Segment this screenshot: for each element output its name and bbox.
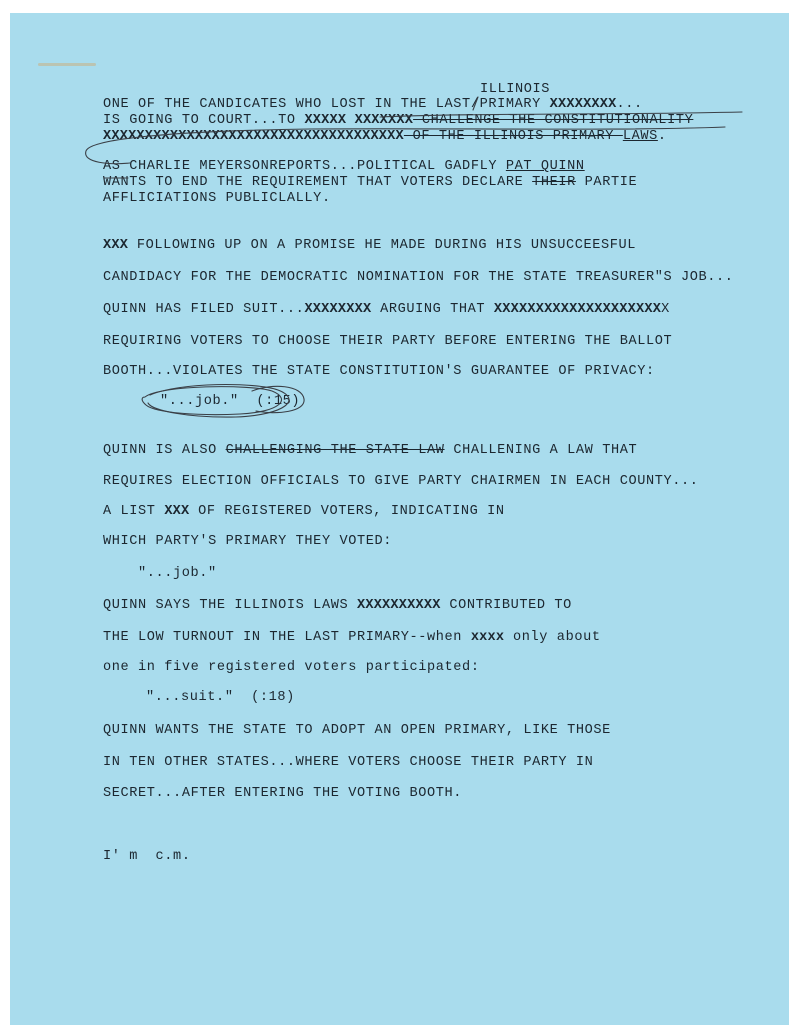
body1-line-1-text: FOLLOWING UP ON A PROMISE HE MADE DURING HIS UNSUCCEESFUL <box>128 238 637 253</box>
lead-line-1 <box>103 97 643 113</box>
body3-line-1 <box>103 598 572 614</box>
body2-line-4: WHICH PARTY'S PRIMARY THEY VOTED: <box>103 534 392 549</box>
body1-line-3-end: X <box>661 302 670 317</box>
intro-line-2-end: PARTIE <box>575 175 638 190</box>
lead-line-3-xout: XXXXXXXXXXXXXXXXXXXXXXXXXXXXXXXXXXXX <box>103 129 404 144</box>
body3-line-1-xout: XXXXXXXXXX <box>356 598 441 613</box>
body1-line-5: BOOTH...VIOLATES THE STATE CONSTITUTION'S GUARANTEE OF PRIVACY: <box>103 364 655 379</box>
intro-line-1-name: PAT QUINN <box>505 159 585 174</box>
body1-line-2: CANDIDACY FOR THE DEMOCRATIC NOMINATION FOR THE STATE TREASURER"S JOB... <box>103 270 734 285</box>
body3-line-1-end: CONTRIBUTED TO <box>440 598 572 613</box>
body1-line-1-xout: XXX <box>103 238 129 253</box>
body4-line-3: SECRET...AFTER ENTERING THE VOTING BOOTH. <box>103 786 463 801</box>
body2-line-1-struck: CHALLENGING THE STATE LAW <box>225 443 445 458</box>
paper-smudge <box>38 63 96 66</box>
lead-line-2-struck: CHALLENGE THE CONSTITUTIONALITY <box>413 113 694 128</box>
intro-line-2 <box>103 175 637 191</box>
script-page <box>10 13 789 1025</box>
body3-cue: "...suit." (:18) <box>146 690 295 705</box>
lead-line-1-ellipsis: ... <box>616 97 643 112</box>
body1-line-3-xout-1: XXXXXXXX <box>304 302 372 317</box>
body3-line-2 <box>103 630 601 646</box>
body2-line-1-text: QUINN IS ALSO <box>103 443 226 458</box>
body4-line-2: IN TEN OTHER STATES...WHERE VOTERS CHOOSE THEIR PARTY IN <box>103 755 594 770</box>
body4-line-1: QUINN WANTS THE STATE TO ADOPT AN OPEN PRIMARY, LIKE THOSE <box>103 723 611 738</box>
body2-cue: "...job." <box>138 566 217 581</box>
intro-line-2-struck: THEIR <box>532 175 576 190</box>
lead-line-2-text: IS GOING TO COURT...TO <box>103 113 305 128</box>
lead-line-3-period: . <box>657 129 667 144</box>
intro-line-1-text: AS CHARLIE MEYERSONREPORTS...POLITICAL GADFLY <box>103 159 506 174</box>
header-word: ILLINOIS <box>480 82 551 97</box>
intro-line-3: AFFLICIATIONS PUBLICLALLY. <box>103 191 331 206</box>
lead-line-3-struck: OF THE ILLINOIS PRIMARY <box>403 129 623 144</box>
body2-line-3-xout: XXX <box>164 504 190 519</box>
intro-line-2-text: WANTS TO END THE REQUIREMENT THAT VOTERS DECLARE <box>103 175 533 190</box>
body1-line-3 <box>103 302 670 318</box>
body2-line-1-end: CHALLENING A LAW THAT <box>444 443 638 458</box>
body2-line-3-text: A LIST <box>103 504 165 519</box>
body3-line-2-xout: xxxx <box>470 630 505 645</box>
lead-line-3-laws: LAWS <box>622 129 658 144</box>
body3-line-2-end: only about <box>504 630 601 645</box>
intro-line-1 <box>103 159 585 175</box>
body1-line-3-mid: ARGUING THAT <box>371 302 494 317</box>
body1-line-1 <box>103 238 636 254</box>
body2-line-1 <box>103 443 637 459</box>
body2-line-3-end: OF REGISTERED VOTERS, INDICATING IN <box>189 504 505 519</box>
lead-line-2-xout: XXXXX XXXXXXX <box>304 113 414 128</box>
body2-line-2: REQUIRES ELECTION OFFICIALS TO GIVE PARTY CHAIRMEN IN EACH COUNTY... <box>103 474 699 489</box>
lead-line-1-text: ONE OF THE CANDICATES WHO LOST IN THE LAST/PRIMARY <box>103 97 550 112</box>
body1-line-4: REQUIRING VOTERS TO CHOOSE THEIR PARTY BEFORE ENTERING THE BALLOT <box>103 334 673 349</box>
body1-line-3-xout-2: XXXXXXXXXXXXXXXXXXXX <box>493 302 662 317</box>
body3-line-3: one in five registered voters participated: <box>103 660 480 675</box>
signoff: I' m c.m. <box>103 849 191 864</box>
body1-cue: "...job." (:15) <box>160 394 301 409</box>
lead-line-2 <box>103 113 693 129</box>
body1-line-3-text: QUINN HAS FILED SUIT... <box>103 302 305 317</box>
lead-line-1-xout: XXXXXXXX <box>549 97 617 112</box>
body3-line-1-text: QUINN SAYS THE ILLINOIS LAWS <box>103 598 357 613</box>
lead-line-3 <box>103 129 667 145</box>
body3-line-2-text: THE LOW TURNOUT IN THE LAST PRIMARY--when <box>103 630 471 645</box>
body2-line-3 <box>103 504 505 520</box>
